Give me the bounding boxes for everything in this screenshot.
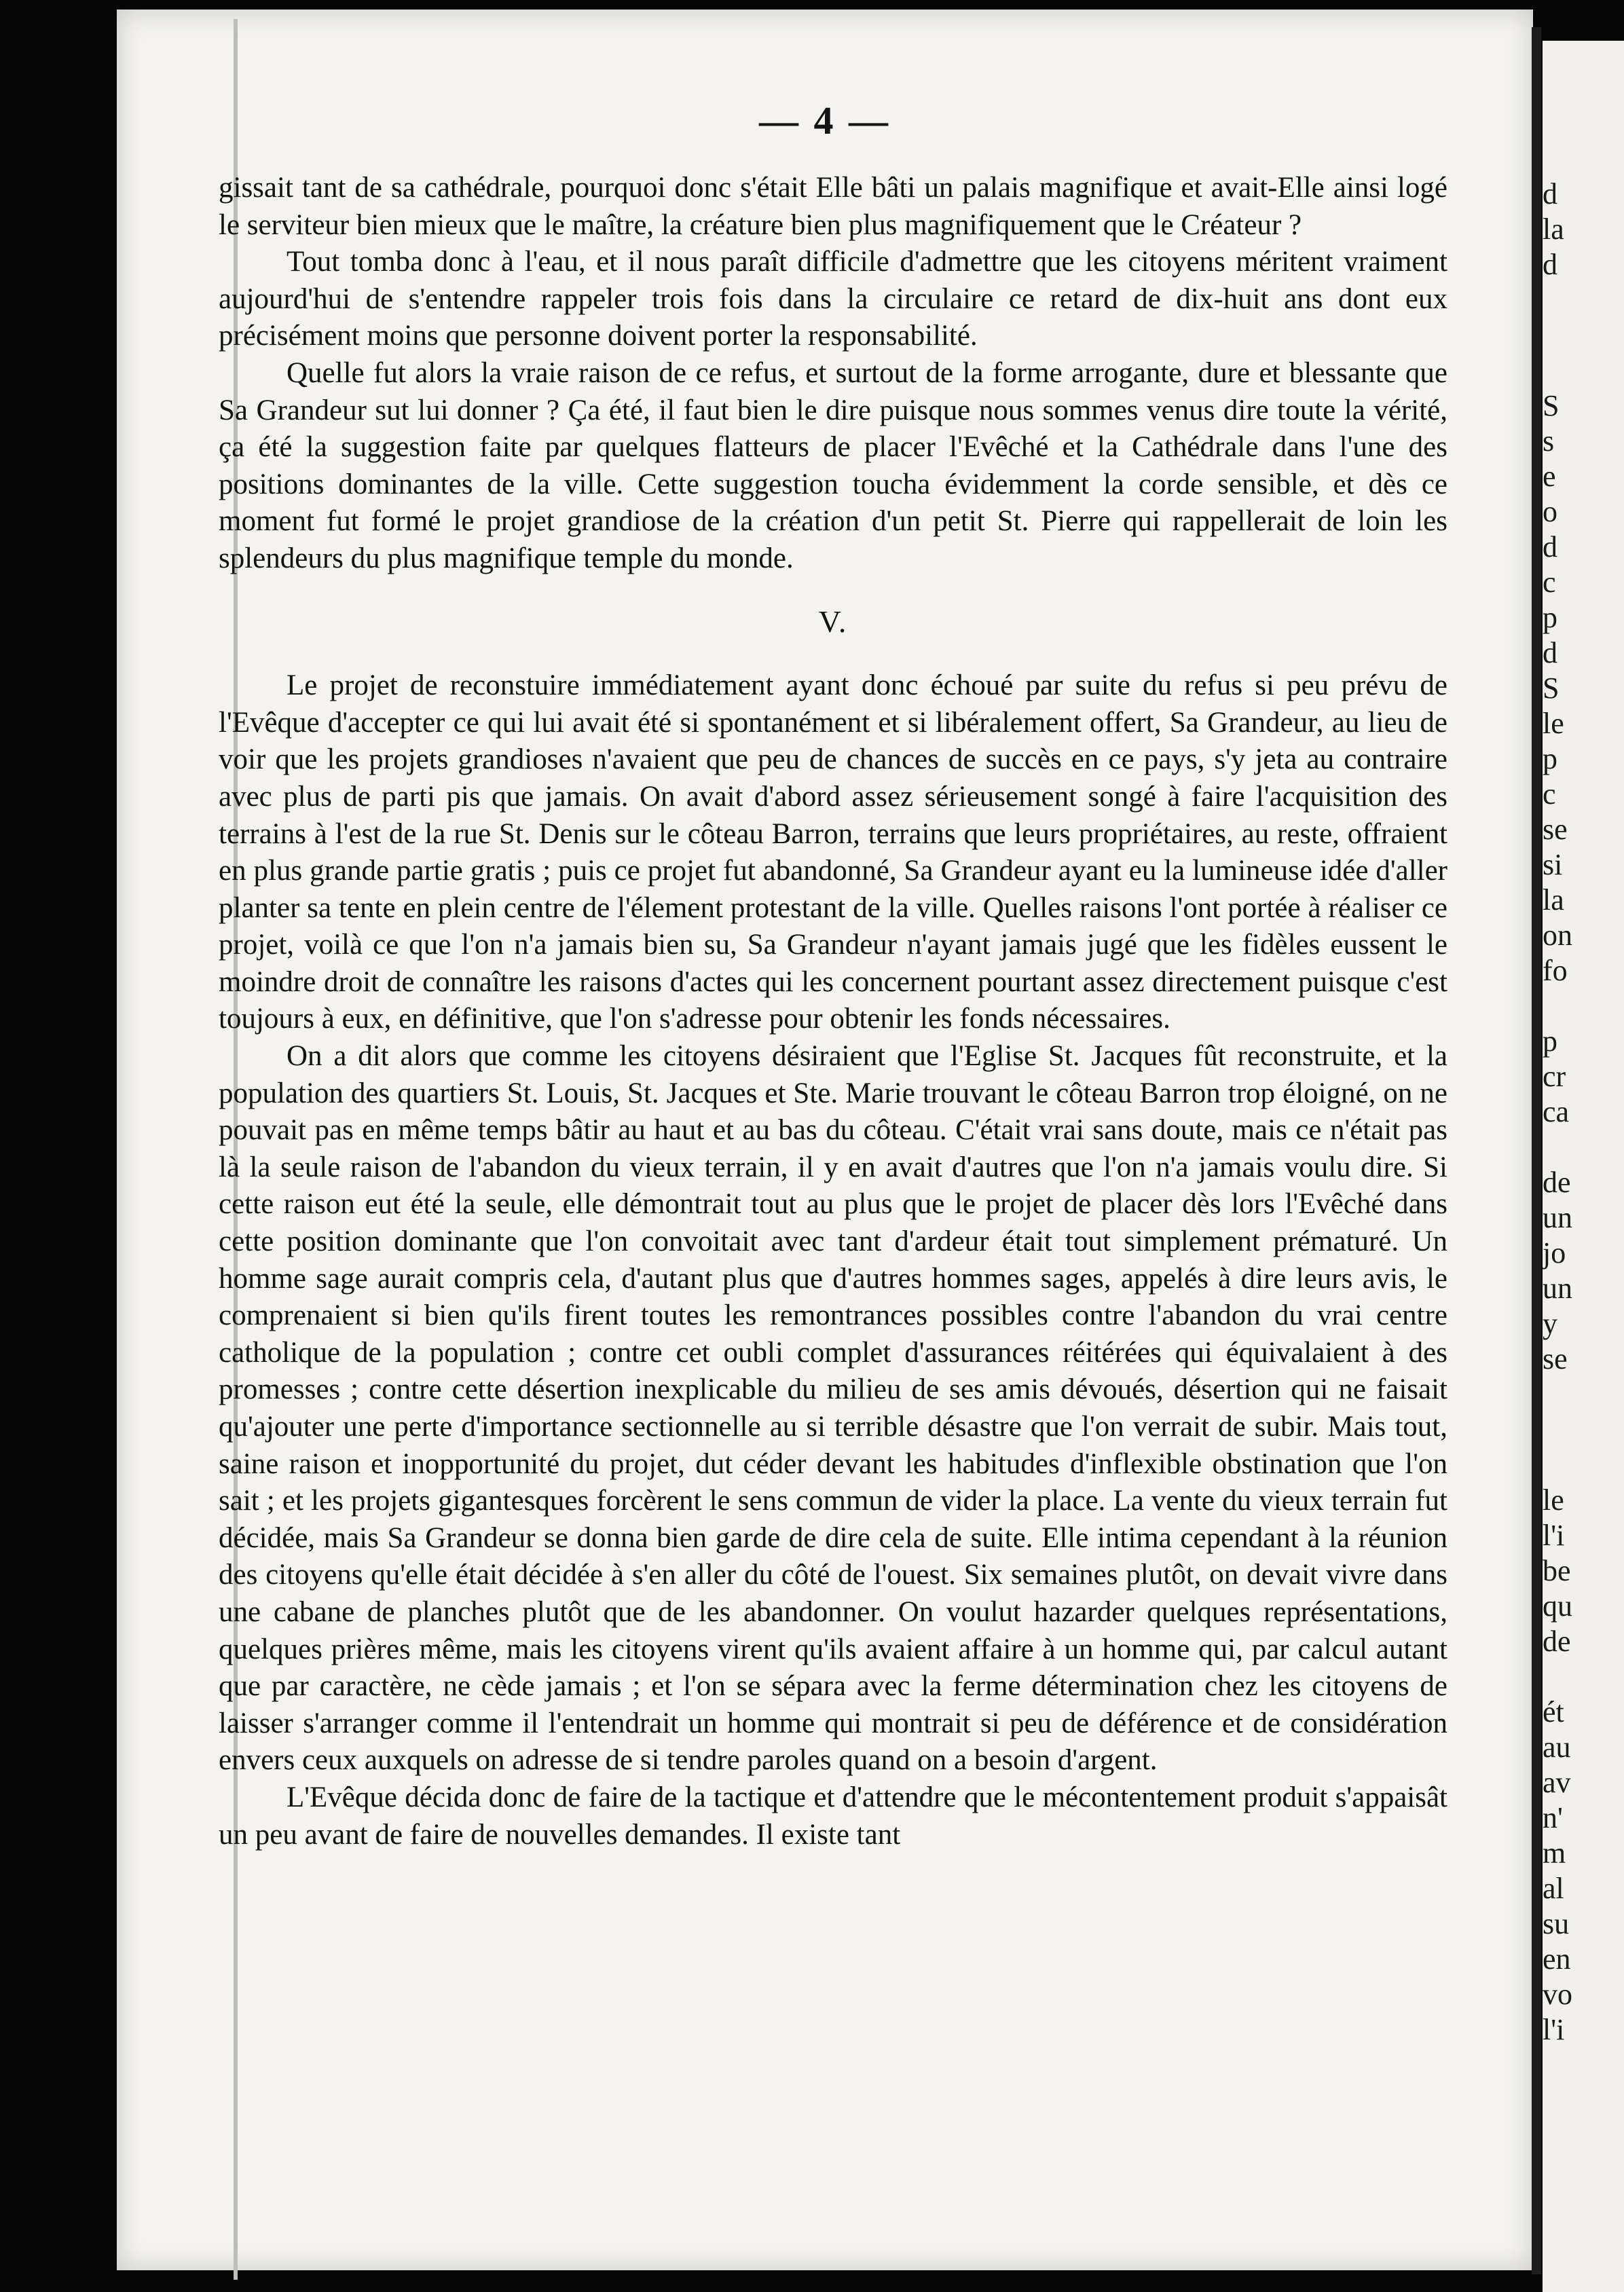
paragraph-5: On a dit alors que comme les citoyens désiraient que l'Eglise St. Jacques fût reconstruite, et la population des quartiers St. Louis, St. Jacques et Ste. Marie trouvant le côteau Barron trop éloigné, on ne pouvait pas en même temps bâtir au haut et au bas du côteau. C'était vrai sans doute, mais ce n'était pas là la seule raison de l'abandon du vieux terrain, il y en avait d'autres que l'on n'a jamais voulu dire. Si cette raison eut été la seule, elle démontrait tout au plus que le projet de placer dès lors l'Evêché dans cette position dominante que l'on convoitait avec tant d'ardeur était tout simplement prématuré. Un homme sage aurait compris cela, d'autant plus que d'autres hommes sages, appelés à dire leurs avis, le comprenaient si bien qu'ils firent toutes les remontrances possibles contre l'abandon du vrai centre catholique de la population ; contre cet oubli complet d'assurances réitérées qui équivalaient à des promesses ; contre cette désertion inexplicable du milieu de ses amis dévoués, désertion qui ne faisait qu'ajouter une perte d'importance sectionnelle au si terrible désastre que l'on verrait de subir. Mais tout, saine raison et inopportunité du projet, dut céder devant les habitudes d'inflexible obstination que l'on sait ; et les projets gigantesques forcèrent le sens commun de vider la place. La vente du vieux terrain fut décidée, mais Sa Grandeur se donna bien garde de dire cela de suite. Elle intima cependant à la réunion des citoyens qu'elle était décidée à s'en aller du côté de l'ouest. Six semaines plutôt, on devait vivre dans une cabane de planches plutôt que de les abandonner. On voulut hazarder quelques représentations, quelques prières même, mais les citoyens virent qu'ils avaient affaire à un homme qui, par calcul autant que par caractère, ne cède jamais ; et l'on se sépara avec la ferme détermination chez les citoyens de laisser s'arranger comme il l'entendrait un homme qui montrait si peu de déférence et de considération envers ceux auxquels on adresse de si tendre paroles quand on a besoin d'argent. <box>219 1040 1447 1777</box>
paragraph-4: Le projet de reconstuire immédiatement ayant donc échoué par suite du refus si peu prévu de l'Evêque d'accepter ce qui lui avait été si spontanément et si libéralement offert, Sa Grandeur, au lieu de voir que les projets grandioses n'avaient que peu de chances de succès en ce pays, s'y jeta au contraire avec plus de parti pis que jamais. On avait d'abord assez sérieusement songé à faire l'acquisition des terrains à l'est de la rue St. Denis sur le côteau Barron, terrains que leurs propriétaires, au reste, offraient en plus grande partie gratis ; puis ce projet fut abandonné, Sa Grandeur ayant eu la lumineuse idée d'aller planter sa tente en plein centre de l'élement protestant de la ville. Quelles raisons l'ont portée à réaliser ce projet, voilà ce que l'on n'a jamais bien su, Sa Grandeur n'ayant jamais jugé que les fidèles eussent le moindre droit de connaître les raisons d'actes qui les concernent pourtant assez directement puisque c'est toujours à eux, en définitive, que l'on s'adresse pour obtenir les fonds nécessaires. <box>219 669 1447 1035</box>
paragraph-3: Quelle fut alors la vraie raison de ce refus, et surtout de la forme arrogante, dure et blessante que Sa Grandeur sut lui donner ? Ça été, il faut bien le dire puisque nous sommes venus dire toute la vérité, ça été la suggestion faite par quelques flatteurs de placer l'Evêché et la Cathédrale dans l'une des positions dominantes de la ville. Cette suggestion toucha évidemment la corde sensible, et dès ce moment fut formé le projet grandiose de la création d'un petit St. Pierre qui rappellerait de loin les splendeurs du plus magnifique temple du monde. <box>219 356 1447 574</box>
facing-page-text: d la d S s e o d c p d S le p c se si la on fo p cr ca de un jo un y se le l'i be qu de ét au av n' m al su en vo l'i <box>1543 177 1572 2046</box>
paragraph-1: gissait tant de sa cathédrale, pourquoi donc s'était Elle bâti un palais magnifique et avait-Elle ainsi logé le serviteur bien mieux que le maître, la créature bien plus magnifiquement que le Créateur ? <box>219 172 1447 241</box>
document-page <box>117 10 1533 2270</box>
paragraph-2: Tout tomba donc à l'eau, et il nous paraît difficile d'admettre que les citoyens méritent vraiment aujourd'hui de s'entendre rappeler trois fois dans la circulaire ce retard de dix-huit ans dont eux précisément moins que personne doivent porter la responsabilité. <box>219 246 1447 352</box>
facing-page <box>1543 41 1624 2292</box>
book-gutter <box>1532 27 1541 2274</box>
section-heading: V. <box>818 604 848 639</box>
paragraph-6: L'Evêque décida donc de faire de la tactique et d'attendre que le mécontentement produit s'appaisât un peu avant de faire de nouvelles demandes. Il existe tant <box>219 1781 1447 1851</box>
text-column <box>219 170 1447 1853</box>
page-number: — 4 — <box>759 98 891 143</box>
